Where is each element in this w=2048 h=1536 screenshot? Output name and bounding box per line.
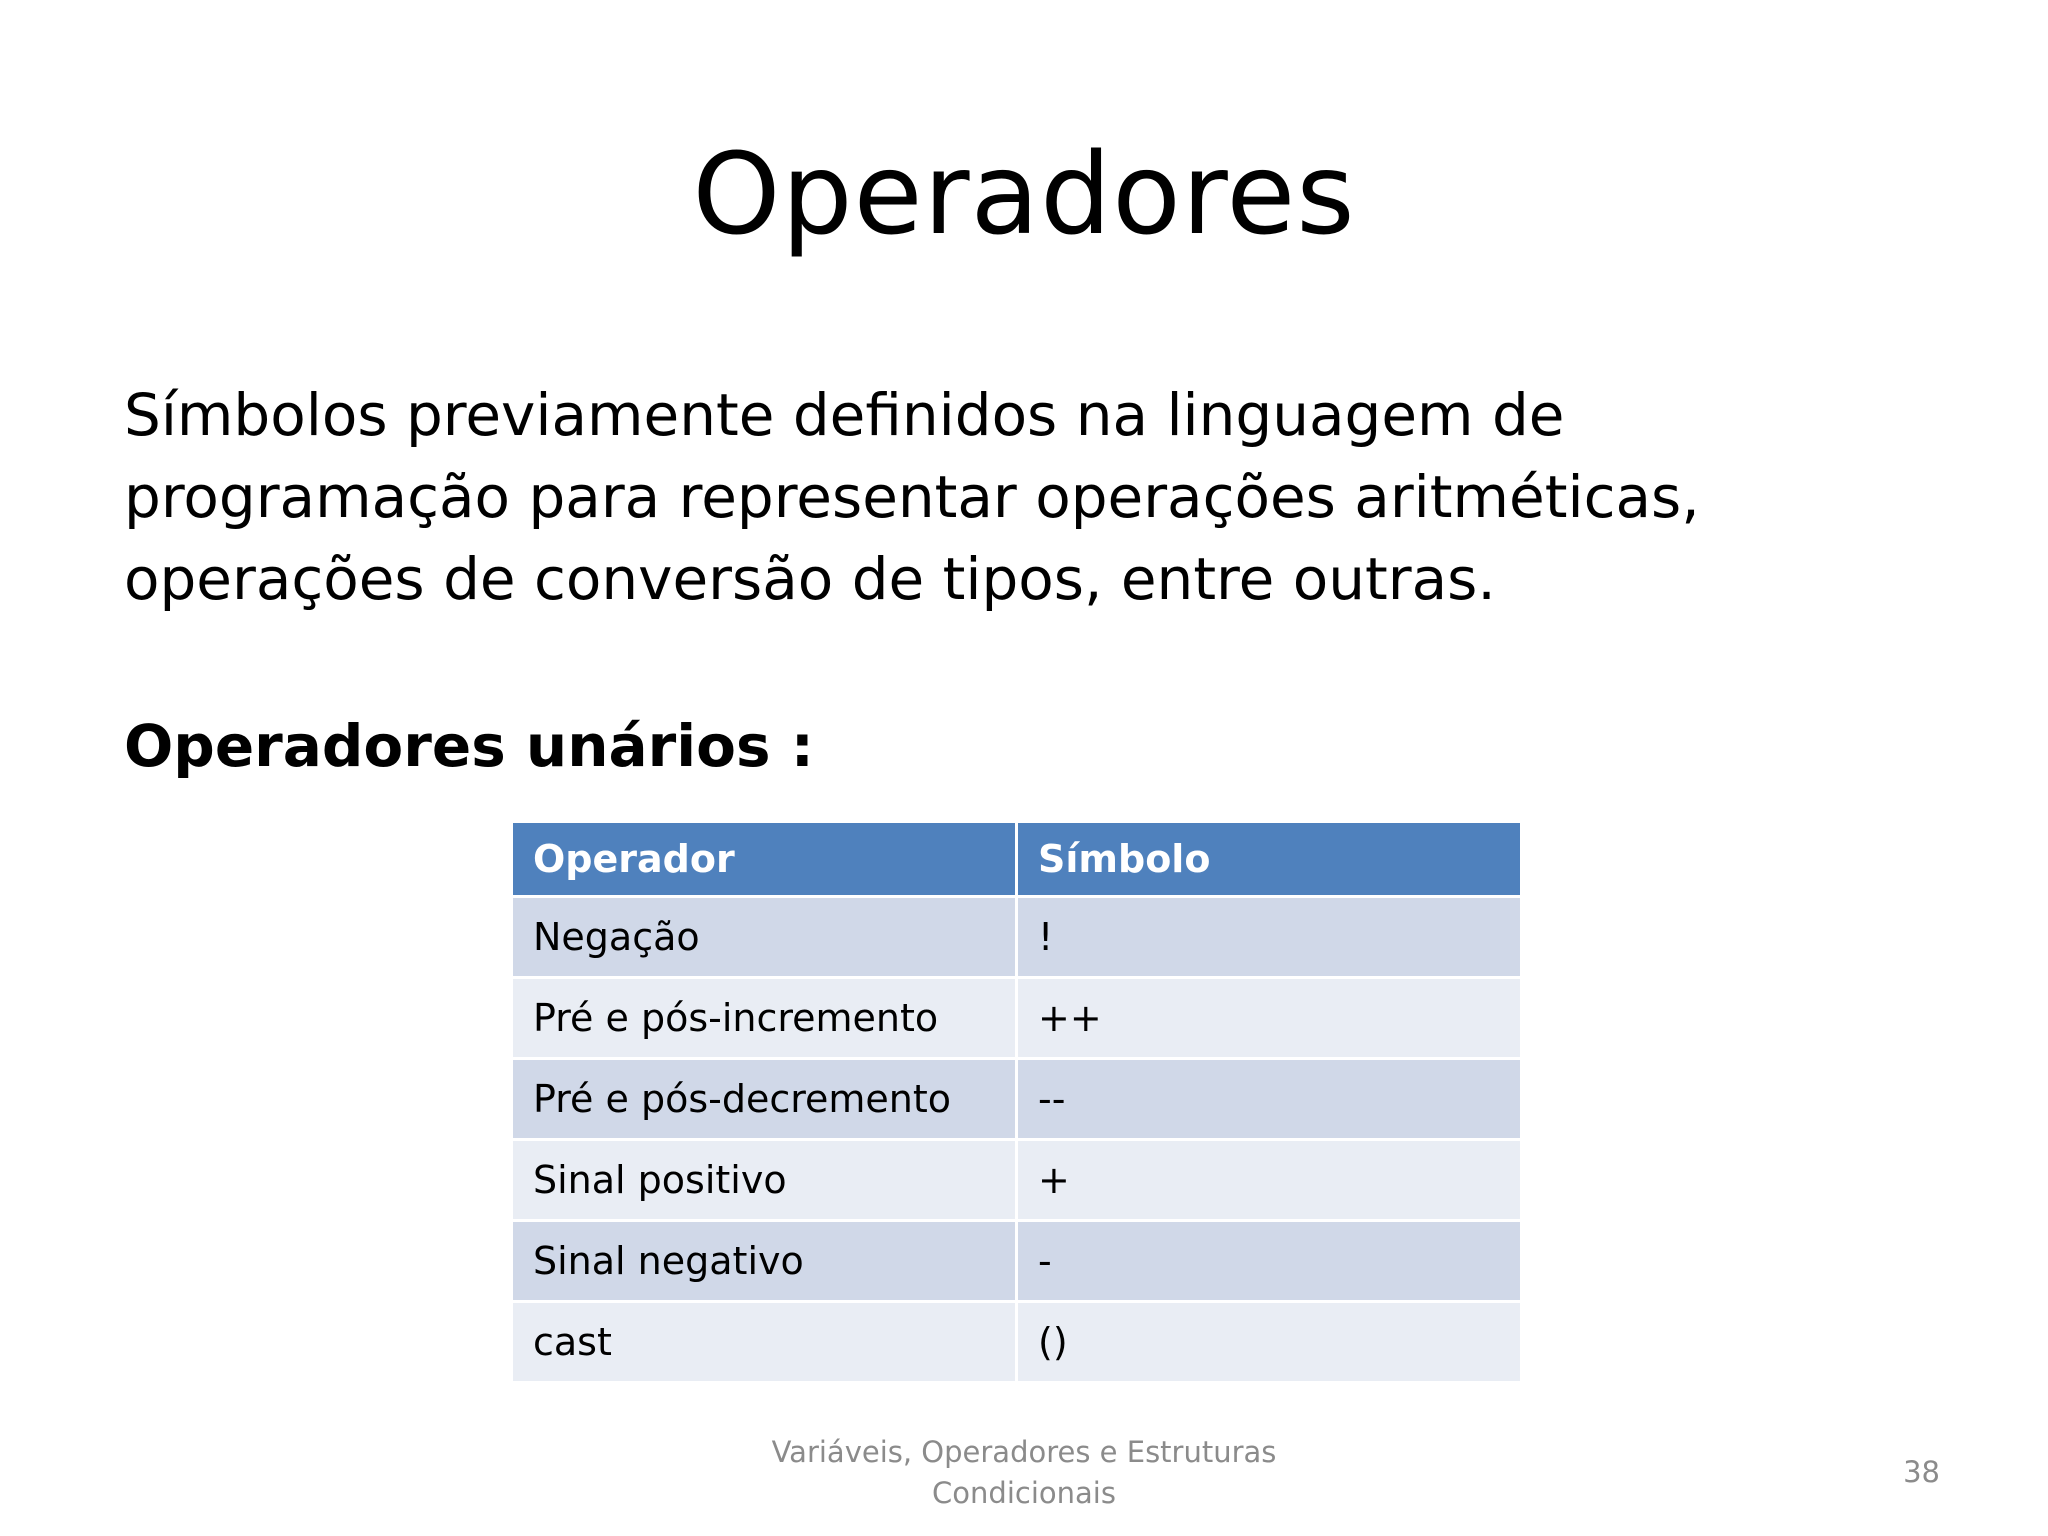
column-header-symbol: Símbolo (1017, 822, 1522, 897)
column-header-operator: Operador (512, 822, 1017, 897)
operator-name-cell: Pré e pós-decremento (512, 1059, 1017, 1140)
footer-line-1: Variáveis, Operadores e Estruturas (771, 1435, 1277, 1469)
operator-symbol-cell: -- (1017, 1059, 1522, 1140)
operators-table (510, 820, 1523, 1384)
operator-symbol-cell: () (1017, 1302, 1522, 1383)
table-row (512, 978, 1522, 1059)
table-row (512, 1059, 1522, 1140)
slide-title: Operadores (692, 130, 1356, 260)
table-row (512, 1221, 1522, 1302)
operator-symbol-cell: + (1017, 1140, 1522, 1221)
slide-body-text: Símbolos previamente definidos na linguagem de programação para representar operações aritméticas, operações de conversão de tipos, entre outras. (124, 381, 1700, 613)
slide-footer (724, 1432, 1324, 1514)
operator-symbol-cell: ! (1017, 897, 1522, 978)
page-number: 38 (1903, 1455, 1940, 1489)
table-header-row (512, 822, 1522, 897)
operator-name-cell: cast (512, 1302, 1017, 1383)
table-row (512, 897, 1522, 978)
section-heading: Operadores unários : (124, 712, 814, 780)
table-row (512, 1302, 1522, 1383)
footer-line-2: Condicionais (932, 1476, 1116, 1510)
operator-name-cell: Negação (512, 897, 1017, 978)
operator-symbol-cell: ++ (1017, 978, 1522, 1059)
operator-name-cell: Sinal positivo (512, 1140, 1017, 1221)
operator-name-cell: Sinal negativo (512, 1221, 1017, 1302)
operator-symbol-cell: - (1017, 1221, 1522, 1302)
table-row (512, 1140, 1522, 1221)
operator-name-cell: Pré e pós-incremento (512, 978, 1017, 1059)
